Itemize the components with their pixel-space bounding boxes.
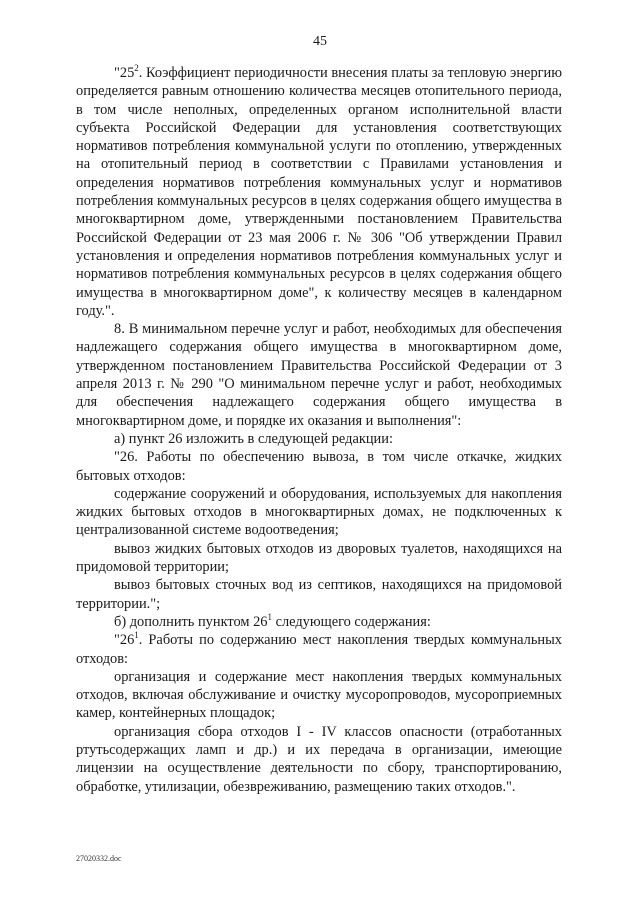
page-number: 45 [313, 34, 327, 49]
paragraph-26-line-3: вывоз бытовых сточных вод из септиков, находящихся на придомовой территории."; [76, 577, 562, 612]
paragraph-25-2: "$25^2$. Коэффициент периодичности внесения платы за тепловую энергию определяется равным отношению количества месяцев отопительного периода, в том числе неполных, определенных органом исполнительной власти субъекта Российской Федерации для установления соответствующих нормативов потребления коммунальной услуги по отоплению, утвержденных на отопительный период в соответствии с Правилами установления и определения нормативов потребления коммунальных услуг и нормативов потребления коммунальных ресурсов в целях содержания общего имущества в многоквартирном доме, утвержденными постановлением Правительства Российской Федерации от 23 мая 2006 г. № 306 "Об утверждении Правил установления и определения нормативов потребления коммунальных услуг и нормативов потребления коммунальных ресурсов в целях содержания общего имущества в многоквартирном доме", к количеству месяцев в календарном году.". [76, 63, 562, 319]
paragraph-26: "26. Работы по обеспечению вывоза, в том числе откачке, жидких бытовых отходов: [76, 449, 562, 484]
paragraph-26-line-2: вывоз жидких бытовых отходов из дворовых туалетов, находящихся на придомовой территории; [76, 540, 562, 576]
paragraph-26-1-line-2: организация сбора отходов I - IV классов опасности (отработанных ртутьсодержащих ламп и др.) и их передача в организации, имеющие лицензии на осуществление деятельности по сбору, транспортированию, обработке, утилизации, обезвреживанию, размещению таких отходов.". [76, 723, 562, 795]
document-body [76, 64, 562, 796]
paragraph-26-line-1: содержание сооружений и оборудования, используемых для накопления жидких бытовых отходов в многоквартирных домах, не подключенных к централизованной системе водоотведения; [76, 485, 562, 539]
paragraph-subitem-b: б) дополнить пунктом $26^1$ следующего содержания: [114, 612, 431, 630]
paragraph-item-8: 8. В минимальном перечне услуг и работ, необходимых для обеспечения надлежащего содержания общего имущества в многоквартирном доме, утвержденном постановлением Правительства Российской Федерации от 3 апреля 2013 г. № 290 "О минимальном перечне услуг и работ, необходимых для обеспечения надлежащего содержания общего имущества в многоквартирном доме, и порядке их оказания и выполнения": [76, 321, 562, 429]
file-name-footer: 27020332.doc [76, 854, 122, 863]
paragraph-26-1: "$26^1$. Работы по содержанию мест накопления твердых коммунальных отходов: [76, 630, 562, 667]
paragraph-subitem-a: а) пункт 26 изложить в следующей редакции: [114, 430, 393, 447]
paragraph-26-1-line-1: организация и содержание мест накопления твердых коммунальных отходов, включая обслуживание и очистку мусоропроводов, мусороприемных камер, контейнерных площадок; [76, 668, 562, 722]
